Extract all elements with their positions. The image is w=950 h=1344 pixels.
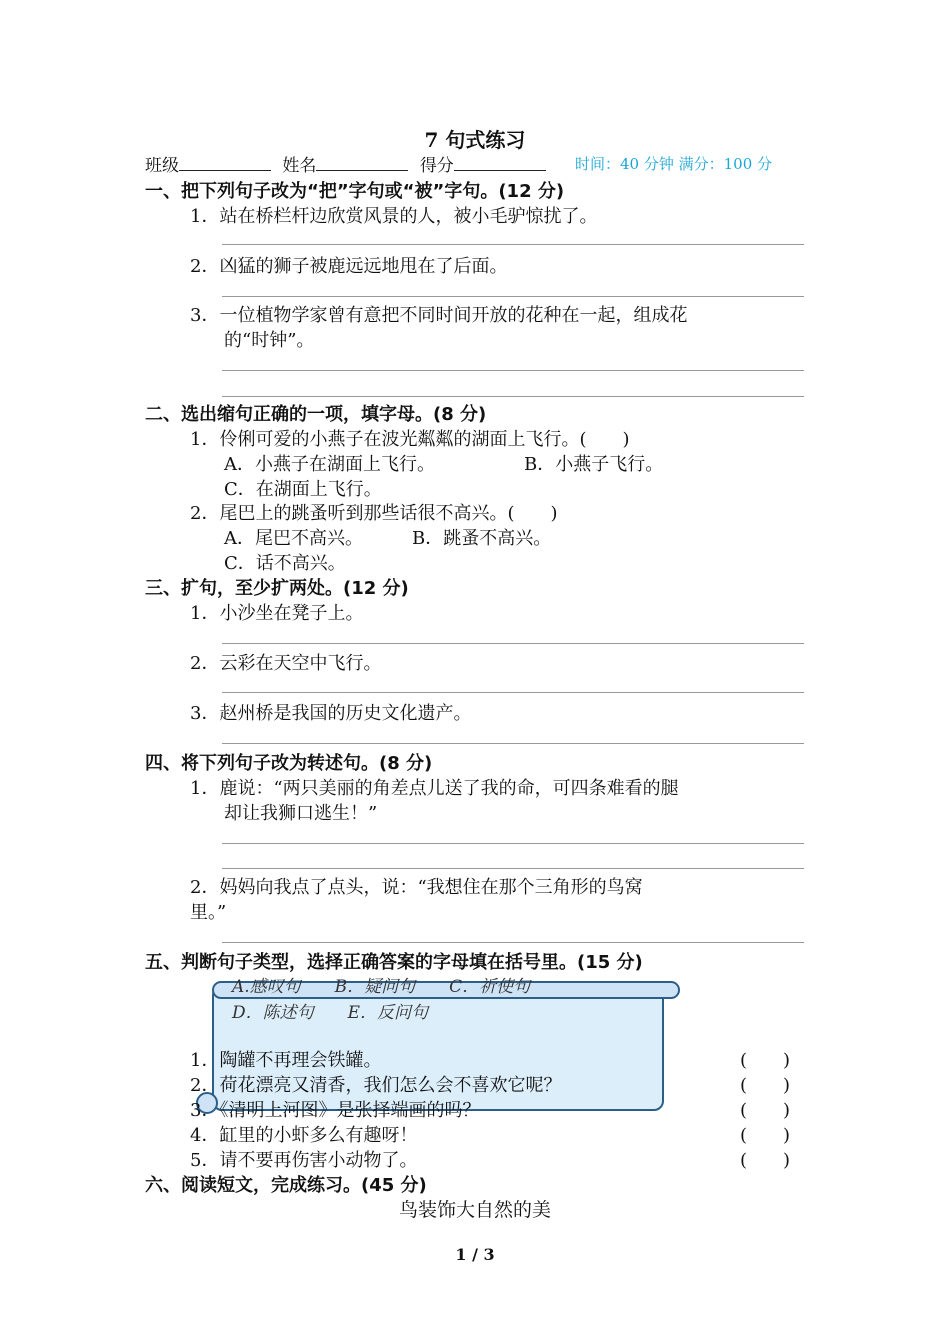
s2-q1-option-b: B．小燕子飞行。 (524, 454, 664, 475)
s5-question-1: 1．陶罐不再理会铁罐。 (190, 1050, 382, 1071)
s2-question-1: 1．伶俐可爱的小燕子在波光粼粼的湖面上飞行。( ) (190, 429, 630, 450)
class-label: 班级 (145, 156, 179, 176)
s2-q1-option-a: A．小燕子在湖面上飞行。 (224, 454, 435, 475)
answer-parens[interactable]: ( ) (740, 1150, 791, 1171)
section-4-heading: 四、将下列句子改为转述句。(8 分) (145, 753, 433, 774)
s2-q2-option-b: B．跳蚤不高兴。 (412, 528, 552, 549)
answer-line[interactable] (222, 942, 804, 943)
s2-q1-option-c: C．在湖面上飞行。 (224, 479, 382, 500)
s3-question-3: 3．赵州桥是我国的历史文化遗产。 (190, 703, 472, 724)
time-info: 时间：40 分钟 满分：100 分 (575, 155, 773, 173)
answer-line[interactable] (222, 843, 804, 844)
s4-question-1-cont: 却让我狮口逃生！” (224, 803, 378, 824)
s5-question-5: 5．请不要再伤害小动物了。 (190, 1150, 418, 1171)
name-blank[interactable] (316, 154, 408, 171)
class-blank[interactable] (179, 154, 271, 171)
answer-parens[interactable]: ( ) (740, 1100, 791, 1121)
score-label: 得分 (419, 156, 454, 176)
answer-line[interactable] (222, 296, 804, 297)
answer-parens[interactable]: ( ) (740, 1050, 791, 1071)
s5-options-row-2: D．陈述句 E．反问句 (232, 1003, 429, 1023)
passage-title: 鸟装饰大自然的美 (398, 1199, 551, 1221)
s3-question-2: 2．云彩在天空中飞行。 (190, 653, 382, 674)
s1-question-3-cont: 的“时钟”。 (224, 330, 315, 351)
s1-question-1: 1．站在桥栏杆边欣赏风景的人，被小毛驴惊扰了。 (190, 206, 598, 227)
section-3-heading: 三、扩句，至少扩两处。(12 分) (145, 578, 409, 599)
student-info (145, 151, 552, 176)
s5-options-row-1: A.感叹句 B．疑问句 C．祈使句 (232, 977, 531, 997)
section-6-heading: 六、阅读短文，完成练习。(45 分) (145, 1175, 427, 1196)
answer-line[interactable] (222, 743, 804, 744)
section-2-heading: 二、选出缩句正确的一项，填字母。(8 分) (145, 404, 487, 425)
s1-question-2: 2．凶猛的狮子被鹿远远地甩在了后面。 (190, 256, 508, 277)
answer-line[interactable] (222, 692, 804, 693)
answer-line[interactable] (222, 370, 804, 371)
s5-question-4: 4．缸里的小虾多么有趣呀！ (190, 1125, 418, 1146)
section-1-heading: 一、把下列句子改为“把”字句或“被”字句。(12 分) (145, 181, 565, 202)
score-blank[interactable] (454, 154, 546, 171)
answer-line[interactable] (222, 868, 804, 869)
s2-question-2: 2．尾巴上的跳蚤听到那些话很不高兴。( ) (190, 503, 558, 524)
s2-q2-option-c: C．话不高兴。 (224, 553, 346, 574)
s5-question-2: 2．荷花漂亮又清香，我们怎么会不喜欢它呢？ (190, 1075, 562, 1096)
answer-line[interactable] (222, 396, 804, 397)
section-5-heading: 五、判断句子类型，选择正确答案的字母填在括号里。(15 分) (145, 952, 643, 973)
s2-q2-option-a: A．尾巴不高兴。 (224, 528, 363, 549)
s1-question-3: 3．一位植物学家曾有意把不同时间开放的花种在一起，组成花 (190, 305, 688, 326)
page-title: 7 句式练习 (424, 128, 526, 152)
answer-parens[interactable]: ( ) (740, 1125, 791, 1146)
s5-question-3: 3．《清明上河图》是张择端画的吗？ (190, 1100, 481, 1121)
answer-parens[interactable]: ( ) (740, 1075, 791, 1096)
s3-question-1: 1．小沙坐在凳子上。 (190, 603, 364, 624)
s4-question-1: 1．鹿说：“两只美丽的角差点儿送了我的命，可四条难看的腿 (190, 778, 679, 799)
name-label: 姓名 (282, 156, 317, 176)
s4-question-2: 2．妈妈向我点了点头，说：“我想住在那个三角形的鸟窝 (190, 877, 643, 898)
answer-line[interactable] (222, 244, 804, 245)
s4-question-2-cont: 里。” (190, 902, 227, 923)
page-number: 1 / 3 (455, 1245, 495, 1264)
answer-line[interactable] (222, 643, 804, 644)
